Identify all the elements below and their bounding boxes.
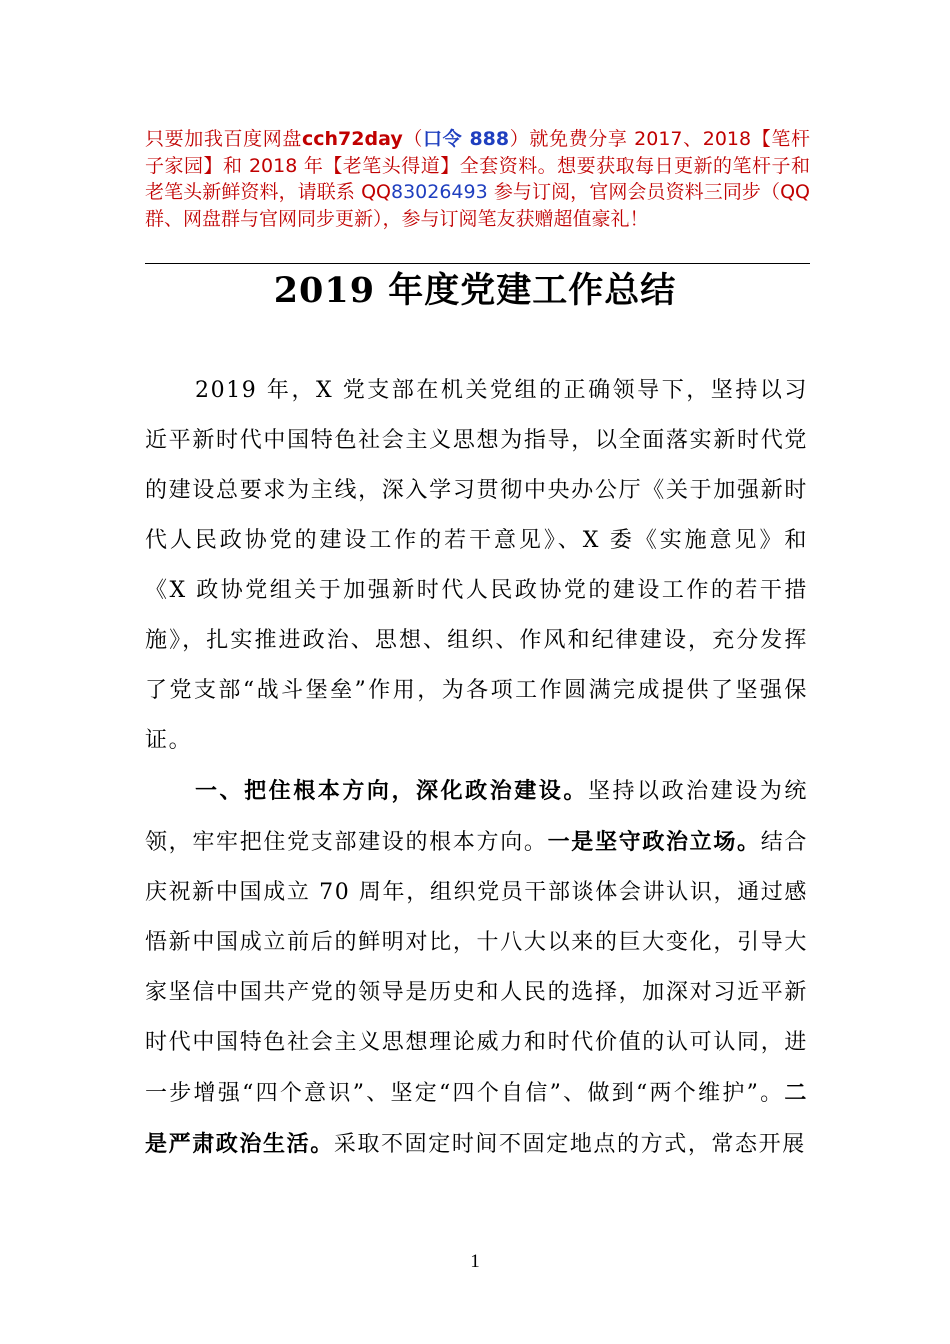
notice-text-2: 就免费分享 2017、2018【笔杆子家园】和 2018 年【老笔头得道】全套资料。想要获取每日更新的笔杆子和老笔头新鲜资料，请联系: [145, 128, 810, 203]
notice-code: 口令 888: [422, 128, 510, 150]
section-heading-1: 一、把住根本方向，深化政治建设。: [195, 778, 588, 804]
page-number: 1: [470, 1251, 480, 1272]
section-text-b: 结合庆祝新中国成立 70 周年，组织党员干部谈体会讲认识，通过感悟新中国成立前后的鲜明对比，十八大以来的巨大变化，引导大家坚信中国共产党的领导是历史和人民的选择，加深对习近平新时代中国特色社会主义思想理论威力和时代价值的认可认同，进一步增强“四个意识”、坚定“四个自信”、做到“两个维护”。: [145, 830, 809, 1106]
notice-paren-open: （: [402, 128, 423, 150]
notice-text-1: 只要加我百度网盘: [145, 128, 302, 150]
promo-notice: [145, 126, 810, 232]
section-text-c: 采取不固定时间不固定地点的方式，常态开展: [333, 1132, 806, 1157]
notice-qq-number: 83026493: [390, 181, 488, 203]
document-title: 2019 年度党建工作总结: [273, 270, 677, 311]
point-heading-1: 一是坚守政治立场。: [547, 829, 761, 855]
notice-qq-prefix: QQ: [361, 181, 391, 203]
document-body: [145, 366, 808, 1170]
notice-account: cch72day: [302, 128, 403, 150]
notice-text-3: 参与订阅，官网会员资料三同步（QQ 群、网盘群与官网同步更新），参与订阅笔友获赠超值豪礼！: [145, 181, 811, 230]
header-divider: [145, 263, 810, 264]
paragraph-intro: 2019 年，X 党支部在机关党组的正确领导下，坚持以习近平新时代中国特色社会主义思想为指导，以全面落实新时代党的建设总要求为主线，深入学习贯彻中央办公厅《关于加强新时代人民政协党的建设工作的若干意见》、X 委《实施意见》和《X 政协党组关于加强新时代人民政协党的建设工作的若干措施》，扎实推进政治、思想、组织、作风和纪律建设，充分发挥了党支部“战斗堡垒”作用，为各项工作圆满完成提供了坚强保证。: [145, 378, 808, 753]
section-text-a: 坚持以政治建设为统领，牢牢把住党支部建设的根本方向。: [145, 779, 808, 855]
paragraph-section-1: [145, 766, 808, 1170]
notice-paren-close: ）: [509, 128, 530, 150]
point-heading-2: 二是严肃政治生活。: [145, 1080, 808, 1157]
